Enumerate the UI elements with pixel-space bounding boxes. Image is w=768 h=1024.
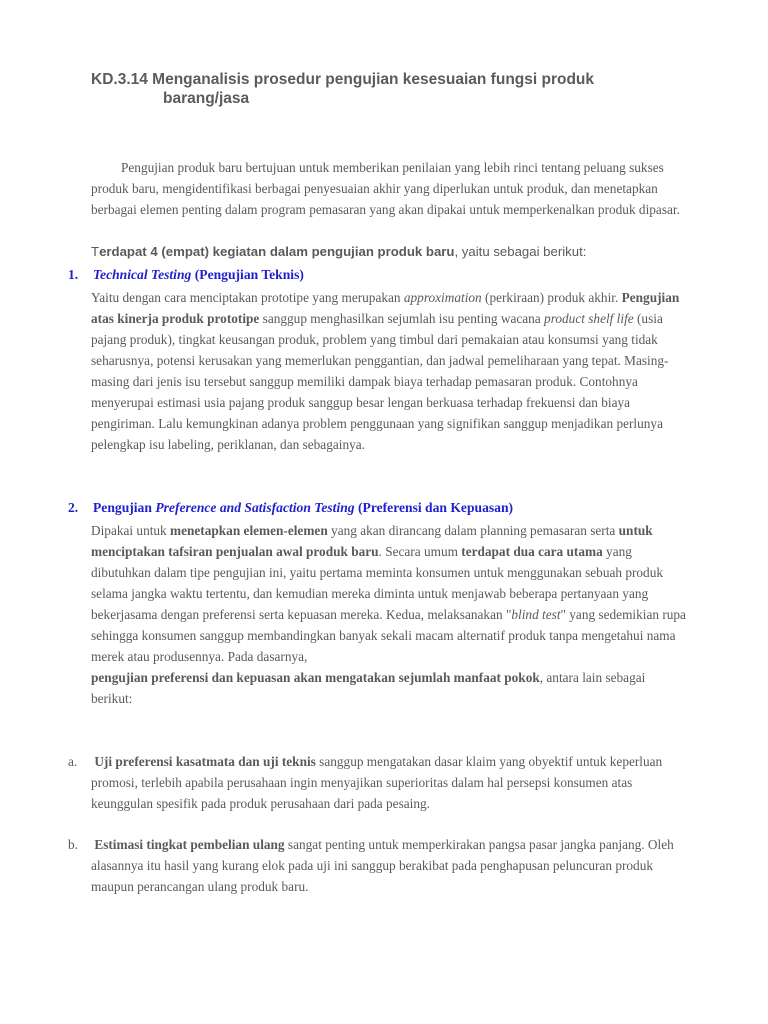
section-1-title-paren: (Pengujian Teknis) bbox=[194, 267, 304, 282]
item-b-body bbox=[91, 834, 687, 897]
section-2-title-italic: Preference and Satisfaction Testing bbox=[155, 500, 355, 515]
s2-text-6: , antara lain sebagai berikut: bbox=[91, 670, 646, 706]
s2-bold-1: menetapkan elemen-elemen bbox=[170, 523, 328, 538]
title-line-2: barang/jasa bbox=[163, 90, 250, 107]
section-2-title-paren: (Preferensi dan Kepuasan) bbox=[357, 500, 514, 515]
section-1-heading bbox=[68, 264, 688, 285]
document-title bbox=[91, 70, 711, 108]
section-1-title-italic: Technical Testing bbox=[93, 267, 192, 282]
s1-text-4: (usia pajang produk), tingkat keusangan produk, problem yang timbul dari pemakaian atau konsumsi yang tidak seharusnya, potensi kerusakan yang memerlukan penggantian, dan jadwal pemeliharaan yang tepat. Masing-masing dari jenis isu tersebut sanggup memiliki dampak biaya terhadap pemasaran produk. Contohnya menyerupai estimasi usia pajang produk sanggup besar lengan berkuasa terhadap frekuensi dan biaya pengiriman. Lalu kemungkinan adanya problem penggunaan yang signifikan sanggup menjadikan perlunya pelengkap isu labeling, periklanan, dan sebagainya. bbox=[91, 311, 669, 452]
section-2-number: 2. bbox=[68, 500, 79, 515]
item-a-bold: Uji preferensi kasatmata dan uji teknis bbox=[94, 754, 316, 769]
item-b-letter: b. bbox=[68, 837, 78, 852]
section-1-number: 1. bbox=[68, 267, 79, 282]
s1-bold-1: Pengujian atas kinerja produk prototipe bbox=[91, 290, 680, 326]
item-b-bold: Estimasi tingkat pembelian ulang bbox=[94, 837, 285, 852]
section-1-body bbox=[91, 287, 687, 455]
s2-italic-1: blind test bbox=[511, 607, 561, 622]
s2-text-5: " yang sedemikian rupa sehingga konsumen sanggup membandingkan banyak sekali macam alternatif produk tanpa mengetahui nama merek atau produsennya. Pada dasarnya, bbox=[91, 607, 686, 664]
item-a-body bbox=[91, 751, 687, 814]
s2-text-1: Dipakai untuk bbox=[91, 523, 171, 538]
title-line-1: KD.3.14 Menganalisis prosedur pengujian kesesuaian fungsi produk bbox=[91, 71, 595, 88]
s1-italic-1: approximation bbox=[403, 290, 482, 305]
s2-text-2: yang akan dirancang dalam planning pemasaran serta bbox=[327, 523, 619, 538]
section-2-body bbox=[91, 520, 687, 709]
intro-paragraph: Pengujian produk baru bertujuan untuk memberikan penilaian yang lebih rinci tentang peluang sukses produk baru, mengidentifikasi berbagai penyesuaian akhir yang diperlukan untuk produk, dan menetapkan berbagai elemen penting dalam program pemasaran yang akan dipakai untuk memperkenalkan produk dipasar. bbox=[91, 160, 680, 217]
lead-rest: , yaitu sebagai berikut: bbox=[454, 244, 587, 259]
s1-italic-2: product shelf life bbox=[544, 311, 634, 326]
s2-text-4: yang dibutuhkan dalam tipe pengujian ini, yaitu pertama meminta konsumen untuk menggunakan sebuah produk selama jangka waktu tertentu, dan kemudian mereka diminta untuk menjawab beberapa pertanyaan yang bekerjasama dengan preferensi serta kepuasan mereka. Kedua, melaksanakan " bbox=[91, 544, 664, 622]
lead-paragraph bbox=[91, 241, 687, 262]
s2-text-3: . Secara umum bbox=[378, 544, 462, 559]
s1-text-3: sanggup menghasilkan sejumlah isu penting wacana bbox=[259, 311, 545, 326]
lead-t: T bbox=[91, 244, 100, 259]
s2-bold-3: terdapat dua cara utama bbox=[461, 544, 603, 559]
s2-bold-2: untuk menciptakan tafsiran penjualan awal produk baru bbox=[91, 523, 653, 559]
section-2-title-pre: Pengujian bbox=[93, 500, 156, 515]
item-a-letter: a. bbox=[68, 754, 78, 769]
item-a-rest: sanggup mengatakan dasar klaim yang obyektif untuk keperluan promosi, terlebih apabila perusahaan ingin menyajikan superioritas dalam hal persepsi konsumen atas keunggulan spesifik pada produk perusahaan dari pada pesaing. bbox=[91, 754, 663, 811]
lead-bold: erdapat 4 (empat) kegiatan dalam pengujian produk baru bbox=[99, 244, 455, 259]
s1-text-1: Yaitu dengan cara menciptakan prototipe yang merupakan bbox=[91, 290, 404, 305]
item-b-rest: sangat penting untuk memperkirakan pangsa pasar jangka panjang. Oleh alasannya itu hasil yang kurang elok pada uji ini sanggup berakibat pada penghapusan peluncuran produk maupun perancangan ulang produk baru. bbox=[91, 837, 674, 894]
section-2-heading bbox=[68, 497, 688, 518]
s1-text-2: (perkiraan) produk akhir. bbox=[481, 290, 622, 305]
s2-bold-4: pengujian preferensi dan kepuasan akan mengatakan sejumlah manfaat pokok bbox=[91, 670, 540, 685]
